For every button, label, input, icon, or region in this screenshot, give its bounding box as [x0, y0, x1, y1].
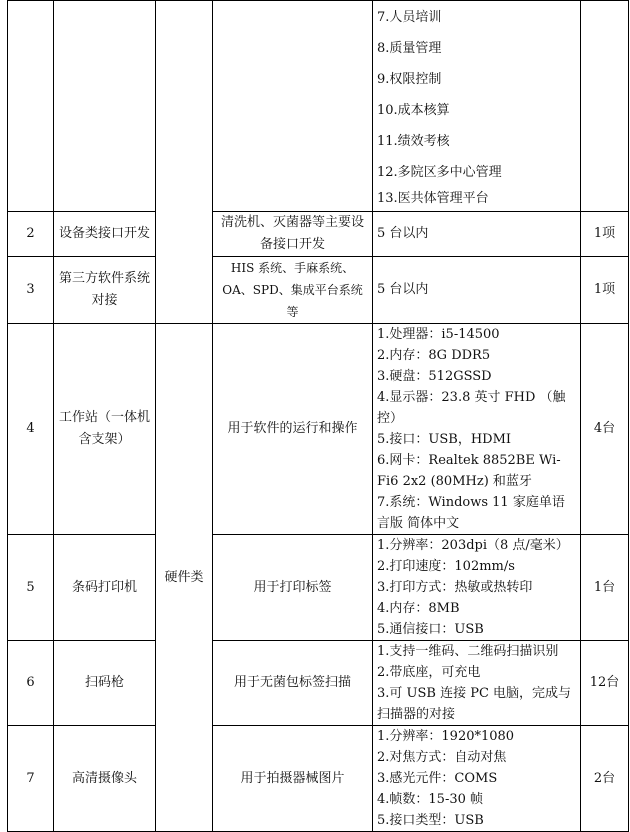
spec-line: 13.医共体管理平台	[377, 191, 489, 206]
spec-cell: 5 台以内	[373, 257, 581, 324]
requirements-table	[7, 0, 629, 832]
number-cell	[8, 1, 54, 212]
quantity-cell: 12台	[581, 641, 629, 726]
spec-line: 1.分辨率：1920*1080	[377, 729, 515, 744]
spec-line: 11.绩效考核	[377, 134, 450, 149]
quantity-cell: 1项	[581, 257, 629, 324]
description-cell: 用于无菌包标签扫描	[213, 641, 373, 726]
spec-line: 2.内存：8G DDR5	[377, 348, 491, 363]
number-cell: 3	[8, 257, 54, 324]
quantity-cell: 2台	[581, 726, 629, 832]
description-cell	[213, 1, 373, 212]
spec-line: 10.成本核算	[377, 103, 450, 118]
name-cell: 工作站（一体机含支架）	[54, 324, 156, 535]
description-cell: 用于拍摄器械图片	[213, 726, 373, 832]
spec-line: 12.多院区多中心管理	[377, 165, 502, 180]
spec-line: 9.权限控制	[377, 72, 442, 87]
name-cell: 条码打印机	[54, 535, 156, 641]
name-cell: 扫码枪	[54, 641, 156, 726]
spec-line: 6.网卡：Realtek 8852BE Wi-Fi6 2x2 (80MHz) 和蓝牙	[377, 453, 561, 489]
spec-line: 3.可 USB 连接 PC 电脑，完成与扫描器的对接	[377, 686, 572, 722]
spec-cell	[373, 726, 581, 832]
spec-line: 1.分辨率：203dpi（8 点/毫米）	[377, 538, 569, 553]
number-cell: 6	[8, 641, 54, 726]
spec-line: 4.显示器：23.8 英寸 FHD （触控）	[377, 390, 566, 426]
name-cell: 高清摄像头	[54, 726, 156, 832]
spec-line: 5.通信接口：USB	[377, 622, 484, 637]
spec-line: 5.接口类型：USB	[377, 813, 484, 828]
spec-cell	[373, 324, 581, 535]
spec-line: 7.系统：Windows 11 家庭单语言版 简体中文	[377, 495, 565, 531]
number-cell: 5	[8, 535, 54, 641]
spec-line: 3.硬盘：512GSSD	[377, 369, 492, 384]
spec-line: 4.帧数：15-30 帧	[377, 792, 484, 807]
category-cell: 硬件类	[156, 324, 213, 832]
table-row	[8, 324, 629, 535]
spec-cell	[373, 1, 581, 212]
name-cell: 第三方软件系统对接	[54, 257, 156, 324]
quantity-cell: 1项	[581, 212, 629, 257]
spec-line: 1.支持一维码、二维码扫描识别	[377, 644, 559, 659]
name-cell: 设备类接口开发	[54, 212, 156, 257]
number-cell: 2	[8, 212, 54, 257]
spec-line: 8.质量管理	[377, 41, 442, 56]
table-row	[8, 212, 629, 257]
number-cell: 4	[8, 324, 54, 535]
category-cell	[156, 1, 213, 324]
spec-line: 2.带底座，可充电	[377, 665, 481, 680]
spec-line: 3.感光元件：COMS	[377, 771, 498, 786]
table-row	[8, 641, 629, 726]
quantity-cell: 4台	[581, 324, 629, 535]
description-cell: HIS 系统、手麻系统、OA、SPD、集成平台系统等	[213, 257, 373, 324]
description-cell: 用于打印标签	[213, 535, 373, 641]
table-row	[8, 1, 629, 212]
quantity-cell: 1台	[581, 535, 629, 641]
table-row	[8, 257, 629, 324]
name-cell	[54, 1, 156, 212]
table-row	[8, 535, 629, 641]
quantity-cell	[581, 1, 629, 212]
description-cell: 用于软件的运行和操作	[213, 324, 373, 535]
table-row	[8, 726, 629, 832]
description-cell: 清洗机、灭菌器等主要设备接口开发	[213, 212, 373, 257]
spec-line: 2.打印速度：102mm/s	[377, 559, 515, 574]
spec-line: 5.接口：USB，HDMI	[377, 432, 512, 447]
number-cell: 7	[8, 726, 54, 832]
spec-line: 3.打印方式：热敏或热转印	[377, 580, 533, 595]
spec-cell	[373, 641, 581, 726]
spec-line: 2.对焦方式：自动对焦	[377, 750, 507, 765]
spec-cell: 5 台以内	[373, 212, 581, 257]
spec-cell	[373, 535, 581, 641]
spec-line: 1.处理器：i5-14500	[377, 327, 500, 342]
spec-line: 4.内存：8MB	[377, 601, 460, 616]
spec-line: 7.人员培训	[377, 10, 442, 25]
